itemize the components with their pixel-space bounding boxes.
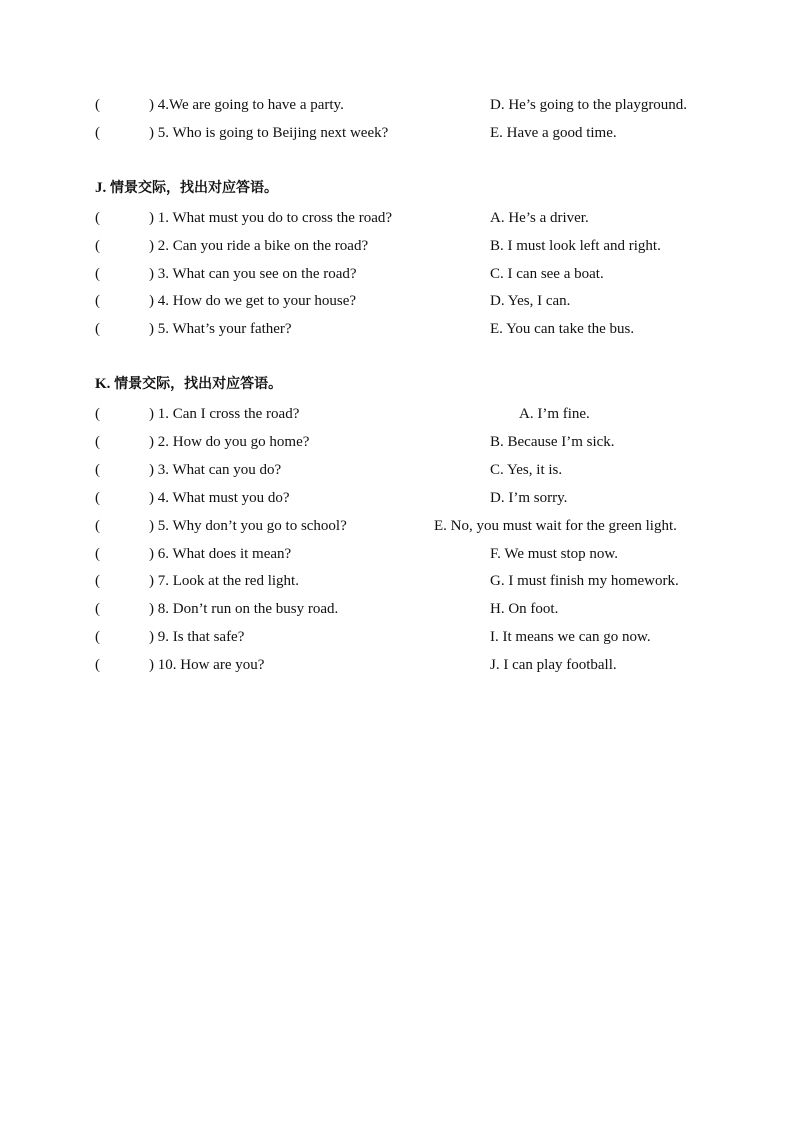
answer-option: D. Yes, I can. bbox=[490, 293, 571, 309]
question-row bbox=[0, 570, 800, 592]
question-text: ) 6. What does it mean? bbox=[149, 546, 292, 562]
answer-option: A. He’s a driver. bbox=[490, 210, 589, 226]
question-text: ) 7. Look at the red light. bbox=[149, 573, 299, 589]
question-row bbox=[0, 318, 800, 340]
answer-option: B. I must look left and right. bbox=[490, 238, 661, 254]
answer-blank[interactable]: ( bbox=[95, 238, 100, 254]
answer-option: E. No, you must wait for the green light. bbox=[434, 518, 677, 534]
question-row bbox=[0, 290, 800, 312]
question-row bbox=[0, 235, 800, 257]
question-row bbox=[0, 122, 800, 144]
question-text: ) 5. Who is going to Beijing next week? bbox=[149, 125, 389, 141]
section-k-heading bbox=[95, 372, 282, 396]
question-text: ) 3. What can you see on the road? bbox=[149, 266, 357, 282]
question-text: ) 5. Why don’t you go to school? bbox=[149, 518, 347, 534]
question-row bbox=[0, 207, 800, 229]
answer-blank[interactable]: ( bbox=[95, 293, 100, 309]
question-text: ) 3. What can you do? bbox=[149, 462, 282, 478]
question-text: ) 2. How do you go home? bbox=[149, 434, 310, 450]
answer-option: B. Because I’m sick. bbox=[490, 434, 615, 450]
question-text: ) 4.We are going to have a party. bbox=[149, 97, 344, 113]
section-j-heading bbox=[95, 176, 278, 200]
question-row bbox=[0, 487, 800, 509]
answer-blank[interactable]: ( bbox=[95, 546, 100, 562]
answer-option: D. I’m sorry. bbox=[490, 490, 568, 506]
answer-blank[interactable]: ( bbox=[95, 657, 100, 673]
answer-blank[interactable]: ( bbox=[95, 462, 100, 478]
answer-option: I. It means we can go now. bbox=[490, 629, 651, 645]
answer-blank[interactable]: ( bbox=[95, 518, 100, 534]
question-text: ) 1. What must you do to cross the road? bbox=[149, 210, 393, 226]
question-text: ) 4. How do we get to your house? bbox=[149, 293, 357, 309]
answer-option: G. I must finish my homework. bbox=[490, 573, 679, 589]
section-title: 情景交际，找出对应答语。 bbox=[110, 180, 278, 196]
question-row bbox=[0, 263, 800, 285]
answer-option: J. I can play football. bbox=[490, 657, 617, 673]
answer-option: H. On foot. bbox=[490, 601, 559, 617]
question-row bbox=[0, 598, 800, 620]
answer-option: C. I can see a boat. bbox=[490, 266, 604, 282]
answer-blank[interactable]: ( bbox=[95, 434, 100, 450]
answer-blank[interactable]: ( bbox=[95, 629, 100, 645]
answer-blank[interactable]: ( bbox=[95, 125, 100, 141]
question-row bbox=[0, 626, 800, 648]
question-text: ) 2. Can you ride a bike on the road? bbox=[149, 238, 369, 254]
question-row bbox=[0, 94, 800, 116]
question-row bbox=[0, 431, 800, 453]
answer-blank[interactable]: ( bbox=[95, 266, 100, 282]
answer-option: A. I’m fine. bbox=[519, 406, 590, 422]
section-letter: J. bbox=[95, 180, 107, 196]
question-text: ) 8. Don’t run on the busy road. bbox=[149, 601, 339, 617]
question-text: ) 9. Is that safe? bbox=[149, 629, 245, 645]
answer-blank[interactable]: ( bbox=[95, 490, 100, 506]
question-text: ) 1. Can I cross the road? bbox=[149, 406, 300, 422]
section-title: 情景交际，找出对应答语。 bbox=[114, 376, 283, 392]
question-row bbox=[0, 515, 800, 537]
answer-option: E. You can take the bus. bbox=[490, 321, 635, 337]
answer-blank[interactable]: ( bbox=[95, 321, 100, 337]
question-row bbox=[0, 654, 800, 676]
answer-blank[interactable]: ( bbox=[95, 601, 100, 617]
answer-option: F. We must stop now. bbox=[490, 546, 619, 562]
question-row bbox=[0, 403, 800, 425]
answer-blank[interactable]: ( bbox=[95, 573, 100, 589]
question-text: ) 5. What’s your father? bbox=[149, 321, 292, 337]
answer-blank[interactable]: ( bbox=[95, 97, 100, 113]
question-row bbox=[0, 543, 800, 565]
answer-blank[interactable]: ( bbox=[95, 210, 100, 226]
question-row bbox=[0, 459, 800, 481]
question-text: ) 4. What must you do? bbox=[149, 490, 290, 506]
question-text: ) 10. How are you? bbox=[149, 657, 265, 673]
answer-blank[interactable]: ( bbox=[95, 406, 100, 422]
answer-option: D. He’s going to the playground. bbox=[490, 97, 688, 113]
section-letter: K. bbox=[95, 376, 111, 392]
answer-option: C. Yes, it is. bbox=[490, 462, 563, 478]
answer-option: E. Have a good time. bbox=[490, 125, 617, 141]
